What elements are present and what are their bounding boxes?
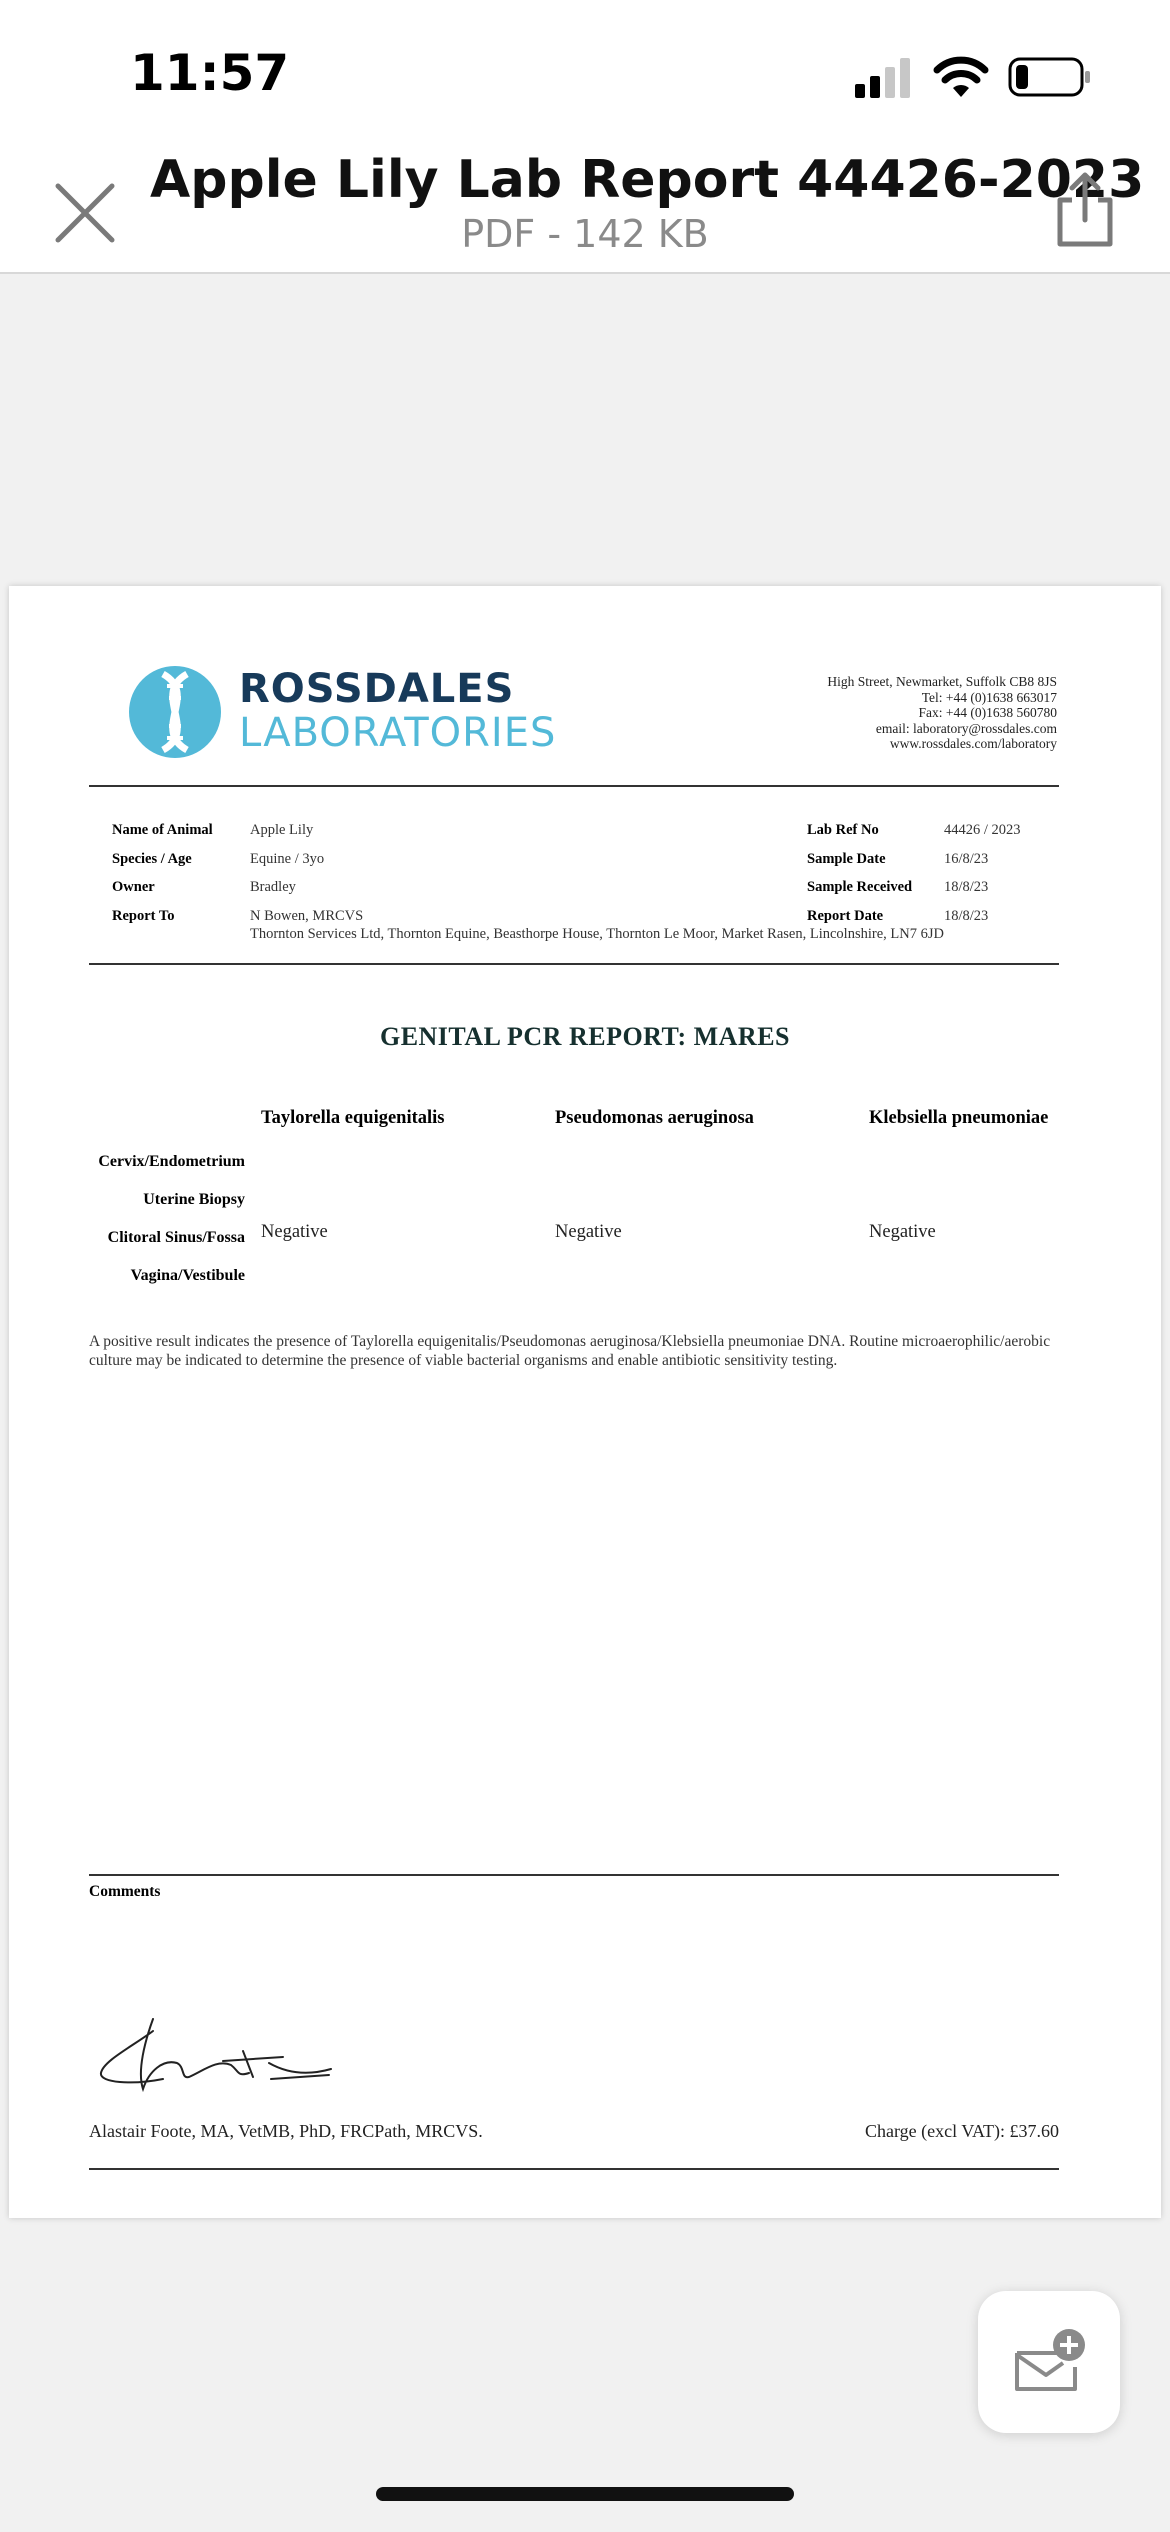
pdf-page[interactable] — [9, 586, 1161, 2218]
row-label: Uterine Biopsy — [143, 1191, 245, 1208]
row-label: Cervix/Endometrium — [98, 1153, 245, 1170]
signature-image — [93, 2011, 363, 2101]
column-header: Taylorella equigenitalis — [261, 1108, 445, 1128]
animal-name-label: Name of Animal — [112, 822, 213, 838]
row-label: Vagina/Vestibule — [130, 1267, 245, 1284]
species-age: Equine / 3yo — [250, 850, 325, 867]
markup-mail-button[interactable] — [978, 2291, 1120, 2433]
address-line: email: laboratory@rossdales.com — [875, 720, 1057, 736]
result-cell: Negative — [869, 1222, 936, 1242]
column-header: Pseudomonas aeruginosa — [555, 1108, 754, 1128]
battery-icon — [1008, 56, 1092, 98]
dna-logo-icon — [127, 664, 223, 760]
result-note: A positive result indicates the presence of Taylorella equigenitalis/Pseudomonas aeruginosa/Klebsiella pneumoniae DNA. Routine microaerophilic/aerobic culture may be indicated to determine the presence of viable bacterial organisms and enable antibiotic sensitivity testing. — [89, 1333, 1051, 1369]
address-line: Fax: +44 (0)1638 560780 — [918, 705, 1057, 720]
owner-name: Bradley — [250, 879, 296, 895]
sample-date: 16/8/23 — [944, 850, 989, 867]
cellular-signal-icon — [855, 58, 915, 98]
result-cell: Negative — [261, 1222, 328, 1242]
brand-name-line2: LABORATORIES — [239, 710, 557, 756]
result-cell: Negative — [555, 1222, 622, 1242]
comments-label: Comments — [89, 1883, 161, 1900]
address-line: www.rossdales.com/laboratory — [889, 736, 1057, 751]
address-line: Tel: +44 (0)1638 663017 — [921, 689, 1057, 705]
status-time: 11:57 — [130, 44, 290, 102]
owner-label: Owner — [112, 879, 155, 895]
wifi-icon — [933, 55, 989, 99]
close-icon[interactable] — [50, 178, 120, 248]
lab-info — [807, 816, 1021, 930]
sample-received-label: Sample Received — [807, 879, 913, 895]
report-to-address: Thornton Services Ltd, Thornton Equine, Beasthorpe House, Thornton Le Moor, Market Rasen, Lincolnshire, LN7 6JD — [250, 926, 944, 942]
mail-plus-icon — [1013, 2327, 1085, 2397]
lab-ref-label: Lab Ref No — [807, 822, 879, 838]
address-line: High Street, Newmarket, Suffolk CB8 8JS — [827, 674, 1057, 689]
report-title: GENITAL PCR REPORT: MARES — [379, 1022, 791, 1051]
sample-date-label: Sample Date — [807, 850, 886, 867]
species-label: Species / Age — [112, 850, 192, 867]
document-title: Apple Lily Lab Report 44426-2023 — [150, 150, 1145, 210]
divider — [89, 963, 1059, 965]
lab-address — [827, 674, 1057, 752]
animal-name: Apple Lily — [250, 822, 314, 838]
report-date-label: Report Date — [807, 907, 884, 924]
report-to: N Bowen, MRCVS — [250, 907, 364, 924]
sample-received: 18/8/23 — [944, 879, 989, 895]
share-icon[interactable] — [1050, 170, 1120, 250]
divider — [89, 1874, 1059, 1876]
home-indicator[interactable] — [376, 2487, 794, 2501]
lab-ref: 44426 / 2023 — [944, 822, 1021, 838]
divider — [89, 2168, 1059, 2170]
row-label: Clitoral Sinus/Fossa — [107, 1229, 245, 1246]
charge: Charge (excl VAT): £37.60 — [865, 2121, 1059, 2141]
status-bar — [0, 0, 1170, 140]
column-header: Klebsiella pneumoniae — [869, 1108, 1049, 1128]
document-header — [0, 140, 1170, 274]
patient-info — [112, 816, 363, 930]
brand-name-line1: ROSSDALES — [239, 666, 515, 712]
document-subtitle: PDF - 142 KB — [461, 212, 709, 256]
signer-name: Alastair Foote, MA, VetMB, PhD, FRCPath, MRCVS. — [89, 2121, 483, 2141]
report-date: 18/8/23 — [944, 907, 989, 924]
divider — [89, 785, 1059, 787]
report-to-label: Report To — [112, 907, 175, 924]
